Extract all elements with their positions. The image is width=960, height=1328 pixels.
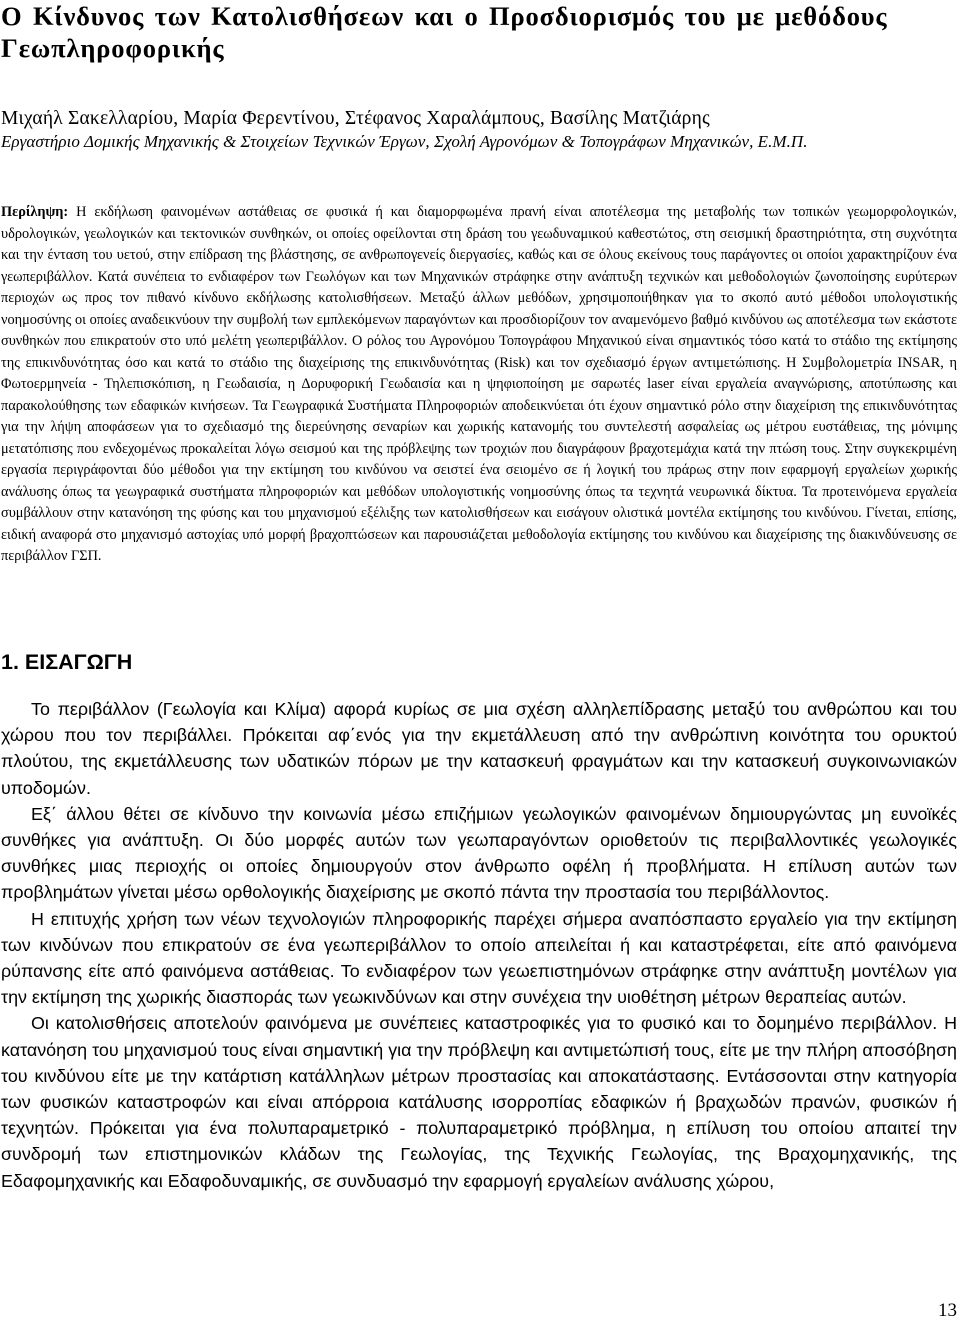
body-paragraph: Εξ΄ άλλου θέτει σε κίνδυνο την κοινωνία μέσω επιζήμιων γεωλογικών φαινομένων δημιουργώντας μη ευνοϊκές συνθήκες για ανάπτυξη. Οι δύο μορφές αυτών των γεωπαραγόντων οριοθετούν τις περιβαλλοντικές γεωλογικές συνθήκες μιας περιοχής οι οποίες δημιουργούν στον άνθρωπο οφέλη ή προβλήματα. Η επίλυση αυτών των προβλημάτων γίνεται μέσω ορθολογικής διαχείρισης με σκοπό πάντα την προστασία του περιβάλλοντος. (1, 803, 957, 903)
paper-affiliation: Εργαστήριο Δομικής Μηχανικής & Στοιχείων Τεχνικών Έργων, Σχολή Αγρονόμων & Τοπογράφων Μηχανικών, Ε.Μ.Π. (1, 132, 808, 151)
body-paragraph: Οι κατολισθήσεις αποτελούν φαινόμενα με συνέπειες καταστροφικές για το φυσικό και το δομημένο περιβάλλον. Η κατανόηση του μηχανισμού τους είναι σημαντική για την πρόβλεψη και αντιμετώπισή τους, είτε με την πλήρη αποσόβηση του κινδύνου είτε με την κατάρτιση κατάλληλων μέτρων προστασίας και αποκατάστασης. Εντάσσονται στην κατηγορία των φυσικών καταστροφών και είναι απόρροια κατάλυσης ισορροπίας εδαφικών ή βραχωδών πρανών, φυσικών ή τεχνητών. Πρόκειται για ένα πολυπαραμετρικό - πολυπαραμετρικό πρόβλημα, η επίλυση του οποίου απαιτεί την συνδρομή των επιστημονικών κλάδων της Γεωλογίας, της Τεχνικής Γεωλογίας, της Βραχομηχανικής, της Εδαφομηχανικής και Εδαφοδυναμικής, σε συνδυασμό την εφαρμογή εργαλείων ανάλυσης χώρου, (1, 1013, 957, 1191)
abstract-label: Περίληψη: (1, 204, 69, 220)
abstract-text: Η εκδήλωση φαινομένων αστάθειας σε φυσικά ή και διαμορφωμένα πρανή είναι αποτέλεσμα της μεταβολής των τοπικών γεωμορφολογικών, υδρολογικών, γεωλογικών και τεκτονικών συνθηκών, οι οποίες οφείλονται στη δράση του γεωδυναμικού καθεστώτος, στη σεισμική δραστηριότητα, στη συχνότητα και την ένταση του υετού, στην επίδραση της βλάστησης, σε ανθρωπογενείς διεργασίες, καθώς και σε όλους εκείνους τους παράγοντες οι οποίοι χαρακτηρίζουν ένα γεωπεριβάλλον. Κατά συνέπεια το ενδιαφέρον των Γεωλόγων και των Μηχανικών στράφηκε στην ανάπτυξη τεχνικών και μεθοδολογιών ζωνοποίησης ευρύτερων περιοχών ως προς τον πιθανό κίνδυνο εκδήλωσης κατολισθήσεων. Μεταξύ άλλων μεθόδων, χρησιμοποιήθηκαν για το σκοπό αυτό μέθοδοι υπολογιστικής νοημοσύνης οι οποίες αναδεικνύουν την συμβολή των εμπλεκόμενων παραγόντων και προσδιορίζουν τον αναμενόμενο βαθμό κινδύνου ως αποτέλεσμα των εκάστοτε συνθηκών που επικρατούν στο υπό μελέτη γεωπεριβάλλον. Ο ρόλος του Αγρονόμου Τοπογράφου Μηχανικού είναι σημαντικός τόσο κατά το στάδιο της εκτίμησης της επικινδυνότητας όσο και κατά το στάδιο της διαχείρισης της επικινδυνότητας (Risk) και τον σχεδιασμό έργων αντιμετώπισης. Η Συμβολομετρία INSAR, η Φωτοερμηνεία - Τηλεπισκόπιση, η Γεωδαισία, η Δορυφορική Γεωδαισία και η ψηφιοποίηση με σαρωτές laser είναι εργαλεία αναγνώρισης, αποτύπωσης και παρακολούθησης των εδαφικών κινήσεων. Τα Γεωγραφικά Συστήματα Πληροφοριών αποδεικνύεται ότι έχουν σημαντικό ρόλο στην διαχείριση της επικινδυνότητας για την λήψη αποφάσεων για το σχεδιασμό της διερεύνησης σεναρίων και χωρικής κατανομής του συντελεστή ασφαλείας ως μέτρου ευστάθειας, της μόνιμης μετατόπισης που ενδεχομένως προκαλείται λόγω σεισμού και της πρόβλεψης των τροχιών που διαγράφουν βραχοτεμάχια κατά την πτώση τους. Στην συγκεκριμένη εργασία περιγράφονται δύο μέθοδοι για την εκτίμηση του κινδύνου να σειστεί ένα σειομένο σε ή λογική του πράρως στην ποιν εφαρμογή εργαλείων χωρικής ανάλυσης όπως τα γεωγραφικά συστήματα πληροφοριών και μεθόδων υπολογιστικής νοημοσύνης όπως τα τεχνητά νευρωνικά δίκτυα. Τα προτεινόμενα εργαλεία συμβάλλουν στην κατανόηση της φύσης και του μηχανισμού εξέλιξης των κατολισθήσεων και εισάγουν ολιστικά μοντέλα εκτίμησης του κινδύνου. Γίνεται, επίσης, ειδική αναφορά στο μηχανισμό αστοχίας υπό μορφή βραχοπτώσεων και παρουσιάζεται μεθοδολογία εκτίμησης του κινδύνου και διαχείρισης της διακινδύνευσης σε περιβάλλον ΓΣΠ. (1, 204, 957, 564)
paper-authors: Μιχαήλ Σακελλαρίου, Μαρία Φερεντίνου, Στέφανος Χαραλάμπους, Βασίλης Ματζιάρης (1, 108, 710, 129)
paper-title: Ο Κίνδυνος των Κατολισθήσεων και ο Προσδιορισμός του με μεθόδους Γεωπληροφορικής (1, 1, 888, 63)
body-paragraph: Η επιτυχής χρήση των νέων τεχνολογιών πληροφορικής παρέχει σήμερα αναπόσπαστο εργαλείο για την εκτίμηση των κινδύνων που επικρατούν σε ένα γεωπεριβάλλον το οποίο απειλείται ή και καταστρέφεται, είτε από φαινόμενα ρύπανσης είτε από φαινόμενα αστάθειας. Το ενδιαφέρον των γεωεπιστημόνων στράφηκε στην ανάπτυξη μοντέλων για την εκτίμηση της χωρικής διασποράς των γεωκινδύνων και στην συνέχεια την υιοθέτηση μέτρων θεραπείας αυτών. (1, 908, 957, 1008)
section-heading-introduction: 1. ΕΙΣΑΓΩΓΗ (1, 650, 133, 674)
page-number: 13 (938, 1300, 957, 1321)
abstract (1, 202, 957, 568)
introduction-body (1, 696, 957, 1194)
body-paragraph: Το περιβάλλον (Γεωλογία και Κλίμα) αφορά κυρίως σε μια σχέση αλληλεπίδρασης μεταξύ του ανθρώπου και του χώρου που τον περιβάλλει. Πρόκειται αφ΄ενός για την εκμετάλλευση από την ανθρώπινη κοινότητα του ορυκτού πλούτου, της εκμετάλλευσης των υδατικών πόρων με την κατασκευή φραγμάτων και την κατασκευή συγκοινωνιακών υποδομών. (1, 699, 957, 798)
